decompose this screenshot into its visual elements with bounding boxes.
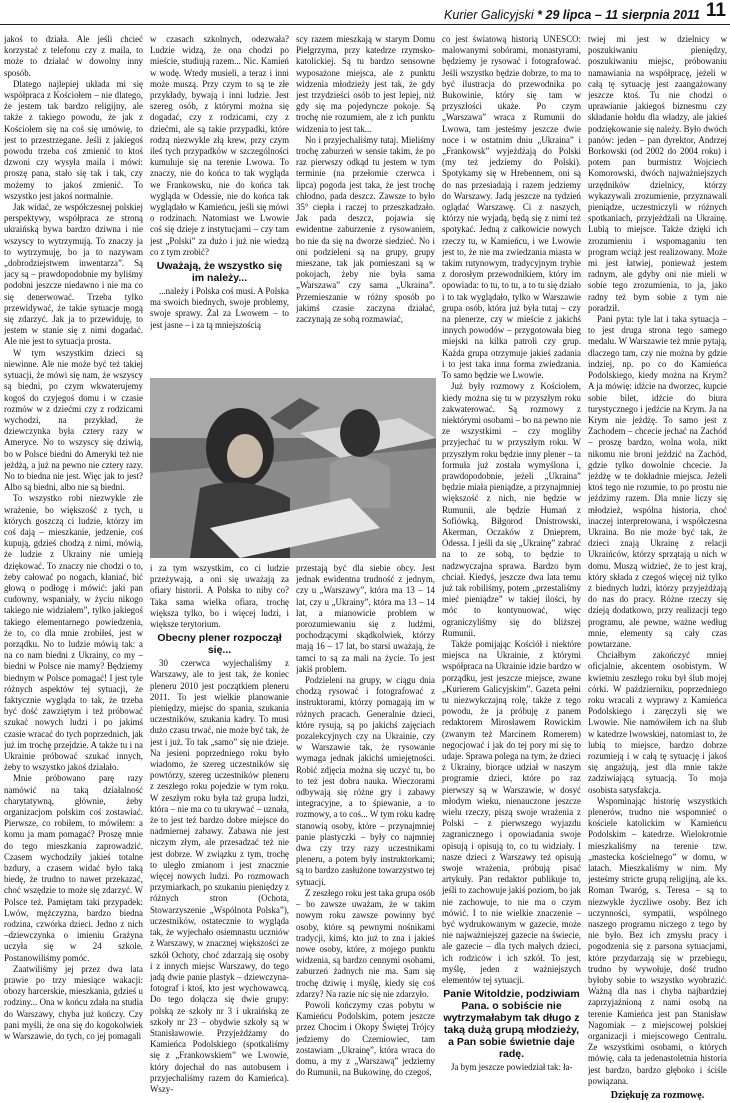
paragraph: Zaatwiliśmy jej przez dwa lata prawie po trzy miesiące wakacji: obozy harcerskie, mieszkania, gdzieś u rodziny... Ona w końcu zdała na studia do Warszawy, chyba już kończy. Czy pani myśli, że ona się do kogokolwiek w Warszawie, do tych, co jej pomagali [4, 963, 143, 1042]
paragraph: co jest światową historią UNESCO: malowanymi sobórami, monastyrami, będziemy je rysować i fotografować. Jeśli wszystko będzie dobrze, to ma to być ilustracja do przewodnika po Bukowinie, który się tam w przyszłości ukaże. Po czym „Warszawa” wraca z Rumunii do Lwowa, tam jesteśmy jeszcze dwie noce i w ostatnim dniu „Ukraina” i „Frankowsk” wyjeżdżają do Polski (my też jedziemy do Polski). Spotykamy się w Hrebennem, oni są do nas przesiadają i razem jedziemy do Warszawy. Jadą jeszcze na tydzień oglądać Warszawę. Ci z naszych, którzy nie wyjadą, będą się z nimi też spotykać. Jedną z całkowicie nowych rzeczy tu, w Kamieńcu, i we Lwowie jest to, że nie ma zwiedzania miasta w takim rutynowym, tradycyjnym trybie z dorosłym przewodnikiem, który im opowiada: to tu, to tu, a to tu się działo i to tak wyglądało, tylko w Warszawie grupa osób, która już była tutaj – czy na plenerze, czy w mieście z jakichś innych powodów – przygotowała bieg miejski na kilka patroli czy grup. Każda grupa otrzymuje jakieś zadania i to jest taka inna forma zwiedzania. To samo będzie we Lwowie. [442, 34, 581, 381]
column-5 [588, 34, 727, 1100]
interview-question: Panie Witoldzie, podziwiam Pana. o sobiście nie wytrzymałabym tak długo z taką dużą grupą młodzieży, a Pan sobie świetnie daje radę. [443, 988, 580, 1061]
paragraph: Podzieleni na grupy, w ciągu dnia chodzą rysować i fotografować z instruktorami, którzy pomagają im w różnych pracach. Generalnie dzieci, które rysują, są po jakichś zajęciach pozalekcyjnych czy na Ukrainie, czy w Warszawie tak, że rysowanie wymaga jednak jakichś umiejętności. Robić zdjęcia można się uczyć tu, bo to też jest dobra nauka. Wieczorami odbywają się różne gry i zabawy integracyjne, a to śpiewanie, a to rozmowy, a to coś... W tym roku kadrę stanowią osoby, które – przynajmniej panie plastyczki – były co najmniej dwa czy trzy razy uczestnikami pleneru, a potem były instruktorkami; są to bardzo zasłużone towarzystwo tej sytuacji. [296, 675, 435, 887]
paragraph: Wspominając historię wszystkich plenerów, trudno nie wspomnieć o kościele katolickim w Kamieńcu Podolskim – katedrze. Wielokrotnie mieszkaliśmy na terenie tzw. „mastecka kościelnego” w domu, w latach. Mieszkaliśmy w nim. My jesteśmy stricte grupą religijną, ale ks. Roman Twaróg, s. Teresa – są to niezwykle życzliwe osoby. Bez ich uczynności, sympatii, wspólnego naszego programu niczego z tego by nie było. Bez ich zmysłu pracy i pogodzenia się z parsona sytuacjami, które przydarzają się w przebiegu, trudno by wywołuje, dość trudno byłoby sobie to wszystko wyobrazić. Ważną dla nas i chyba najbardziej zaprzyjaźnioną z nami osobą na terenie Kamieńca jest pan Stanisław Nagomiak – z miejscowej polskiej organizacji i miejscowego Centralu. Ze wszystkimi osobami, o których mówię, cała ta jedenastoletnia historia jest bardzo, bardzo głęboko i ściśle powiązana. [588, 795, 727, 1086]
paragraph: twiej mi jest w dzielnicy w poszukiwaniu pieniędzy, poszukiwaniu miejsc, próbowaniu namawiania na współpracę, jeżeli w całą tę sytuację jest zaangażowany jeszcze ktoś. Tu nie chodzi o uprawianie jakiegoś biznesmu czy składanie hołdu dla władzy, ale jakieś podziękowanie się należy. Było dwóch panów: jeden – pan dyrektor, Andrzej Borkowski (od 2002 do 2004 roku) i potem pan burmistrz Wojciech Komorowski, dwóch najważniejszych urzędników dzielnicy, którzy wykazywali zrozumienie, przyznawali pieniądze, uczestniczyli w różnych spotkaniach, przyjeżdżali na Ukrainę. Lubią to miejsce. Także dzięki ich zrozumieniu i wspomaganiu ten program wciąż jest realizowany. Może mi jest łatwiej, ponieważ jestem radnym, ale gdyby oni nie mieli w sobie tego zrozumienia, to ja, jako radny też bym sobie z tym nie poradził. [588, 34, 727, 313]
paragraph: To wszystko robi niezwykle złe wrażenie, bo większość z tych, u których goszczą ci ludzie, którzy im coś dają – mieszkanie, jedzenie, coś kupują, gdzieś chodzą z nimi, mówią, że ludzie z Ukrainy nie umieją dziękować. To znaczy nie chodzi o to, żeby całować po nogach, kłaniać, bić głową o podłogę i mówić: jaki pan cudowny, wspaniały, w życiu nikogo takiego nie widziałem”, tylko jakiegoś takiego elementarnego powiedzenia, że to, co dla mnie zrobiłeś, jest w porządku. No to ludzie mówią tak: a na co nam biedni z Ukrainy, co my – biedni w Polsce nie mamy? Będziemy biednym w Polsce pomagać! I jest tyle różnych aspektów tej sytuacji, że faktycznie wygląda to tak, że trzeba być dość zawziętym i też próbować szukać nowych ludzi i po jakimś czasie wracać do tych poprzednich, jak już im trochę przejdzie. A także tu i na Ukrainie próbować szukać innych, żeby to wszystko jakoś działało. [4, 493, 143, 773]
paragraph: Mnie próbowano parę razy namówić na taką działalność charytatywną, głównie, żeby organizacjom polskim coś zostawiać. Pierwsze, co robiłem, to mówiłem: a komu ja mam pomagać? Proszę mnie do tego mieszkania zaprowadzić. Czasem wychodziły jakieś totalne bzdury, a czasem widać było taką biedę, że trudno to nawet przekazać, choć wszędzie to może się zdarzyć. W Polsce też. Pamiętam taki przypadek: Lwów, mężczyzna, bardzo biedna rodzina, czwórka dzieci. Jedno z nich –dziewczynka o imieniu Grażyna uczyła się w 24 szkole. Postanowiliśmy pomóc. [4, 773, 143, 963]
paragraph: Już były rozmowy z Kościołem, kiedy można się tu w przyszłym roku zakwaterować. Są rozmowy z niektórymi osobami – bo na pewno nie ze wszystkimi – czy mogliby przyjechać tu w przyszłym roku. W przyszłym roku będzie inny plener – ta formuła już została wymyślona i, prawdopodobnie, jeżeli „Ukraina” będzie miała pieniądze, a przynajmniej większość z nich, nie będzie w Rumunii, ale będzie Humań z Sofiówką, Biłgorod Dnistrowski, Akerman, Oczaków z Dnieprem, Odessa. I jeśli da się „Ukrainę” zabrać na to ze sobą, to będzie to nadzwyczajna sprawa. Bardzo bym chciał. Kiedyś, jeszcze dwa lata temu już tak robiliśmy, potem „przestaliśmy mieć pieniądze” w takiej ilości, by móc to kontynuować, więc ograniczyliśmy się do bliższej Rumunii. [442, 381, 581, 638]
column-1 [4, 34, 143, 1100]
paragraph: ...należy i Polska coś musi. A Polska ma swoich biednych, swoje problemy, swoje sprawy. Żal za Lwowem – to jest jasne – i za tą mniejszością [150, 286, 289, 330]
column-4 [442, 34, 581, 1100]
paragraph: w czasach szkolnych, odezwała? Ludzie widzą, że ona chodzi po mieście, studiują razem... Nic. Kamień w wodę. Wtedy musieli, a teraz i inni może muszą. Przy czym to są te złe przykłady, bywają i inni ludzie. Jest szereg osób, z którymi można się dogadać, czy z rodzicami, czy z dziećmi, ale są takie przypadki, które rodzą niezwykle złą krew, przy czym ileś tych przypadków w szczególności kumuluje się na terenie Lwowa. To znaczy, nie do końca to tak wygląda we Frankowsku, nie do końca tak wygląda w Odessie, nie do końca tak wyglądało w Kamieńcu, jeśli się mówi o rodzinach. Natomiast we Lwowie coś się dzieje z instytucjami – czy tam jest „Polski” za dużo i już nie wiedzą co z tym zrobić? [150, 34, 289, 257]
paragraph: jakoś to działa. Ale jeśli chcieć korzystać z telefonu czy z maila, to może to działać w dowolny inny sposób. [4, 34, 143, 78]
paragraph: Także pomijając Kościół i niektóre miejsca na Ukrainie, z którymi współpraca na Ukrainie idzie bardzo w porządku, jest jeszcze miejsce, zwane „Kurierem Galicyjskim”. Gazeta pełni tu niezwykczajną rolę, także z tego powodu, że ja próbuję z panem redaktorem Mirosławem Rowickim (zwanym też Marcinem Romerem) negocjować i jak do tej pory mi się to udaje. Sprawa polega na tym, że dzieci z Ukrainy, biorące udział w naszym programie dzieci, które po raz pierwszy są w Warszawie, w dosyć młodym wieku, nienauczone jeszcze wielu rzeczy, piszą swoje wrażenia z Polski – z pierwszego wyjazdu zagranicznego i opowiadania swoje opisują i opisują to, co tu widziały. I nasze dzieci z Warszawy też opisują swoje wrażenia, próbują pisać artykuły. Pan redaktor publikuje to, jeśli to zachowuje jakiś poziom, bo jak nie zachowuje, to nie ma o czym mówić. I to nie wielkie znaczenie – być wydrukowanym w gazecie, może nie najważniejszej gazecie na świecie, ale gazecie – dla tych małych dzieci, ich rodziców i ich szkół. To jest, myślę, jeden z ważniejszych elementów tej sytuacji. [442, 638, 581, 986]
column-3-bottom [296, 563, 435, 1100]
interview-question: Obecny plener rozpoczął się... [157, 632, 282, 657]
newspaper-name: Kurier Galicyjski [444, 8, 534, 22]
paragraph: W tym wszystkim dzieci są niewinne. Ale nie może być też takiej sytuacji, że mówi się nam, że wszyscy są biedni, po czym wkwaterujemy kogoś do czyjegoś domu i w czasie rozmów w z dziećmi czy z rodzicami wychodzi, na przykład, że dziewczynka była cztery razy w Ameryce. No to wszyscy się dziwią, bo w Polsce biedni do Ameryki też nie jeżdżą, a już na pewno nie cztery razy. No to biedna nie jest. Więc jak to jest? Albo są biedni, albo nie są biedni. [4, 347, 143, 493]
paragraph: Dlatego najlepiej układa mi się współpraca z Kościołem – nie dlatego, że jestem tak bardzo religijny, ale także z takiego powodu, że jak z Kościołem się na coś się umówię, to jest to przestrzegane. Jeśli z jakiegoś powodu trzeba coś zmienić to ktoś dzwoni czy wysyła maila i mówi: proszę pana, stało się tak i tak, czy możemy to jakoś zmienić. To wszystko jest jakoś normalnie. [4, 78, 143, 201]
closing-line: Dziękuję za rozmowę. [610, 1090, 705, 1100]
photo-illustration [150, 378, 436, 558]
paragraph: 30 czerwca wyjechaliśmy z Warszawy, ale to jest tak, że koniec pleneru 2010 jest początkiem pleneru 2011. To jest wielkie planowanie pieniędzy, miejsc do spania, szukania uczestników, szukania kadry. To musi dużo czasu trwać, nie może być tak, że jest i już. To tak „samo” się nie dzieje. Na jesieni poprzedniego roku było wiadomo, że szereg uczestników się powtórzy, szereg uczestników pleneru z zeszłego roku pojedzie w tym roku. W zeszłym roku była taż grupa ludzi, która – nie ma co tu ukrywać – uznała, że to jest też bardzo dobre miejsce do nadmiernej zabawy. Zabawa nie jest niczym złym, ale przesadzać też nie jest dobrze. W związku z tym, trochę to uległo zmianom i jest znacznie więcej nowych ludzi. Po rozmowach przymiarkach, po szukaniu pieniędzy z różnych stron (Ochota, Stowarzyszenie „Wspólnota Polska”), uczestników, ostatecznie to wygląda tak, że wyjechało osiemnastu uczniów z Warszawy, w znacznej większości ze szkół Ochoty, choć zdarzają się osoby i z innych miejsc Warszawy, do tego jadą dwie panie plastyk – dziewczyna-fotograf i ktoś, kto jest wychowawcą. Do tego dołącza się dwie grupy: polską ze szkoły nr 3 i ukraińską ze szkoły nr 23 – obydwie szkoły są w Stanisławowie. Przyjeżdżamy do Kamieńca Podolskiego (spotkaliśmy się z „Frankowskiem” we Lwowie, który dojechał do nas autobusem i przyjechaliśmy razem do Kamieńca). Wszy- [150, 658, 289, 1094]
photo-students-drawing [150, 378, 436, 558]
issue-date: 29 lipca – 11 sierpnia 2011 [545, 8, 700, 22]
column-2-top [150, 34, 289, 374]
masthead [444, 8, 700, 22]
paragraph: scy razem mieszkają w starym Domu Pielgrzyma, przy katedrze rzymsko-katolickiej. Są tu bardzo sensowne wyposażone miejsca, ale z punktu widzenia młodzieży jest tak, że gdy jest trzydzieści osób to jest lepiej, niż gdy się ma pojedyncze pokoje. Są trochę nie rozumiem, ale z ich punktu widzenia to jest tak... [296, 34, 435, 134]
paragraph: i za tym wszystkim, co ci ludzie przeżywają, a oni się uważają za ofiary historii. A Polska to niby co? Taka sama wielka ofiara, trochę większa tylko, bo i więcej ludzi, i większe terytorium. [150, 563, 289, 630]
column-3-top [296, 34, 435, 374]
paragraph: Jak widać, ze współczesnej polskiej perspektywy, współpraca ze stroną ukraińską bywa bardzo dziwna i nie wszyscy to wytrzymują. To znaczy ja to wytrzymuję, bo ja to nazywam „dobrodziejstwem inwentarza”. Są jacy są – prawdopodobnie my byliśmy podobni jeszcze niedawno i nie ma co się denerwować. Trzeba tylko przewidywać, że takie sytuacje mogą się zdarzyć. Jak ja to przewiduję, to jestem w stanie się z nimi dogadać. Ale nie jest to sytuacja prosta. [4, 202, 143, 347]
paragraph: Z zeszłego roku jest taka grupa osób – bo zawsze uważam, że w takim nowym roku zawsze powinny być osoby, które są pewnymi nośnikami tradycji, kimś, kto już to zna i jakieś nowe osoby, które, z mojego punktu widzenia, są bardzo cennymi osobami, zaburzeń żadnych nie ma. Sam się trochę dziwię i myślę, kiedy się coś zdarzy? Na razie nic się nie zdarzyło. [296, 887, 435, 999]
paragraph: No i przyjechaliśmy tutaj. Mieliśmy trochę zaburzeń w sensie takim, że po raz pierwszy odkąd tu jestem w tym terminie (na przełomie czerwca i lipca) pogoda jest taka, że jest trochę chłodno, pada deszcz. Zawsze to było 35° ciepła i raczej to przeszkadzało. Jak pada deszcz, pojawia się ewidentne zaburzenie z rysowaniem, bo nie da się na dworze siedzieć. No i oni podzieleni są na grupy, grupy mieszane, tak jak pomieszani są w pokojach, żeby nie była sama „Warszawa” czy sama „Ukraina”. Przemieszanie w różny sposób po jakimś czasie zaczyna działać, zaczynają ze sobą rozmawiać, [296, 134, 435, 325]
paragraph: Chciałbym zakończyć mniej oficjalnie, akcentem osobistym. W kwietniu zeszłego roku był ślub mojej córki. W październiku, poprzedniego roku wracali z wyprawy z Kamieńca Podolskiego i zaręczyli się we Lwowie. Nie namówiłem ich na ślub w katedrze lwowskiej, natomiast to, że lubią to miejsce, bardzo dobrze rozumieją i w całą tę sytuację i jakoś się angażują, jest dla mnie także zadziwiającą sytuacją. To moja osobista satysfakcja. [588, 650, 727, 795]
header-rule [0, 24, 730, 25]
separator-star: * [537, 8, 543, 22]
paragraph: Powoli kończymy czas pobytu w Kamieńcu Podolskim, potem jeszcze przez Chocim i Okopy Świętej Trójcy jedziemy do Czerniowiec, tam zostawiam „Ukrainę”, która wraca do domu, a my z „Warszawą” jedziemy do Rumunii, na Bukowinę, do czegoś, [296, 999, 435, 1078]
paragraph: Ja bym jeszcze powiedział tak: ła- [451, 1062, 573, 1073]
page-header [0, 0, 730, 28]
page-number: 11 [705, 0, 726, 21]
column-2-bottom [150, 563, 289, 1100]
paragraph: Pani pyta: tyle lat i taka sytuacja – to jest druga strona tego samego medalu. W Warszawie też mnie pytają, dlaczego tam, czy nie można by gdzie indziej, np. po co do Kamieńca Podolskiego, kiedy można na Krym? A ja mówię: idźcie na dworzec, kupcie sobie bilet, idźcie do biura turystycznego i jedźcie na Krym. Ja na Krym nie jeżdżę. To samo jest z Zachodem – chcecie jechać na Zachód – proszę bardzo, wolna wola, nikt nikomu nie broni jeździć na Zachód, gdzie tylko dowolnie chcecie. Ja jeżdżę w te dokładnie miejsca. Jeżeli ktoś tego nie rozumie, to po prostu nie jeździmy razem. Dla mnie liczy się młodzież, wspólna historia, choć inaczej interpretowana, i współczesna Ukraina. Bo nie może być tak, że dzieci znają Ukrainę z relacji Ukraińców, którzy sprzątają u nich w domu. Muszą widzieć, że to jest kraj, który składa z czegoś więcej niż tylko z biednych ludzi, którzy przyjeżdżają do nas do pracy. Różne rzeczy się dzieją dodatkowo, przy realizacji tego programu, ale pewne, ważne według mnie, elementy są cały czas powtarzane. [588, 314, 727, 649]
paragraph: przestają być dla siebie obcy. Jest jednak ewidentna trudność z jednym, czy u „Warszawy”, która ma 13 – 14 lat, czy u „Ukrainy”, która ma 13 – 14 lat, a mianowicie problem w porozumiewaniu się z ludźmi, pochodzącymi skądkolwiek, którzy mają 16 – 17 lat, bo starsi uważają, że tamci to są za mali na życie. To jest jakiś problem. [296, 563, 435, 674]
interview-question: Uważają, że wszystko się im należy... [156, 260, 283, 285]
